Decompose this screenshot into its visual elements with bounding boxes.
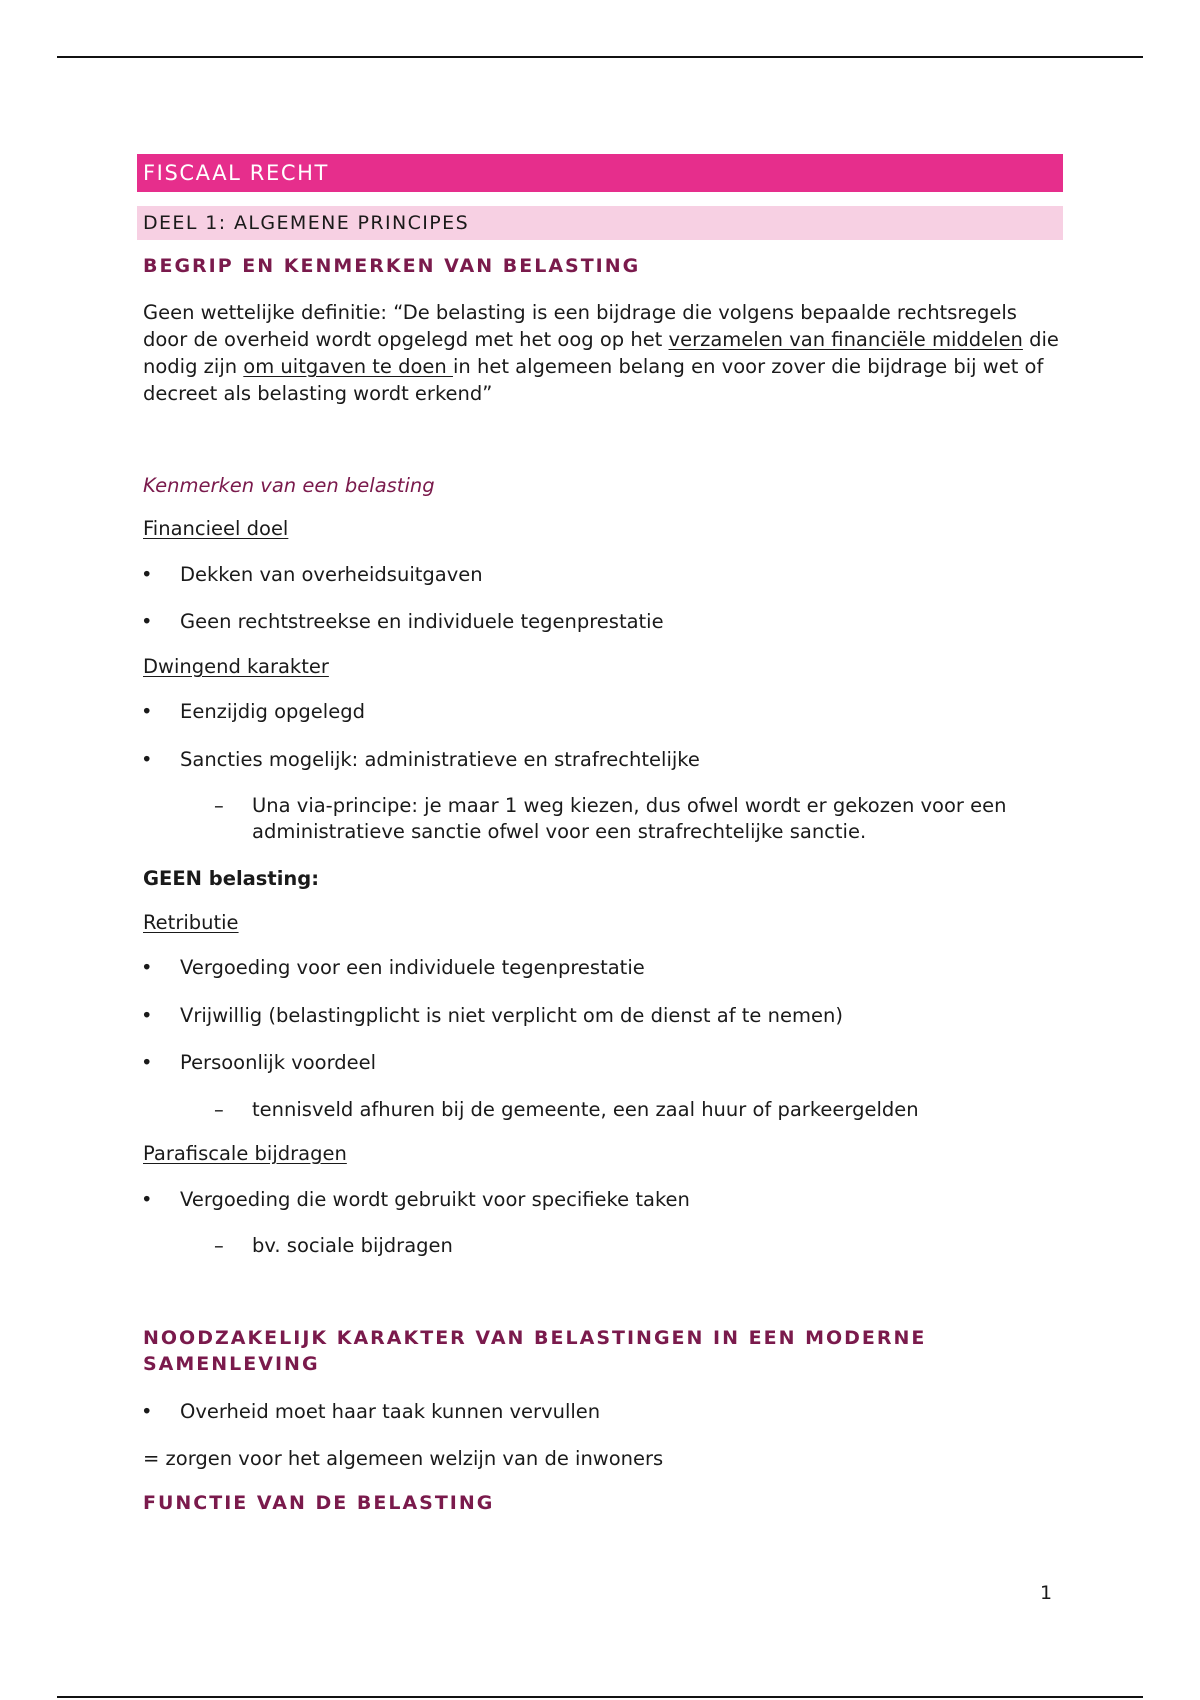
definition-text-1: Geen wettelijke definitie: “De belasting is een bijdrage die volgens bepaalde rechtsregels door de overheid wordt opgelegd met het oog op het	[143, 301, 1017, 351]
bullet-marker: •	[141, 610, 153, 633]
geen-belasting-heading: GEEN belasting:	[143, 867, 320, 890]
sub-list-item: – bv. sociale bijdragen	[214, 1234, 453, 1257]
bullet-marker: •	[141, 563, 153, 586]
bullet-marker: •	[141, 1004, 153, 1027]
bullet-marker: •	[141, 700, 153, 723]
definition-text-3: in het algemeen belang en voor zover die bijdrage bij wet of decreet als belasting wordt erkend”	[143, 355, 1044, 405]
list-item: • Overheid moet haar taak kunnen vervullen	[141, 1400, 601, 1423]
welzijn-note: = zorgen voor het algemeen welzijn van de inwoners	[143, 1447, 664, 1470]
title-banner: FISCAAL RECHT	[137, 154, 1063, 192]
bullet-marker: •	[141, 1188, 153, 1211]
financieel-doel-label: Financieel doel	[143, 517, 289, 540]
page-number: 1	[1040, 1582, 1053, 1604]
kenmerken-heading: Kenmerken van een belasting	[143, 474, 435, 497]
retributie-label: Retributie	[143, 911, 239, 934]
list-item: • Vergoeding voor een individuele tegenprestatie	[141, 956, 645, 979]
section-heading-functie: FUNCTIE VAN DE BELASTING	[143, 1492, 495, 1514]
bullet-marker: •	[141, 748, 153, 771]
sub-list-item: – tennisveld afhuren bij de gemeente, een zaal huur of parkeergelden	[214, 1098, 919, 1121]
document-body	[137, 154, 1063, 1516]
definition-underline-2: om uitgaven te doen	[243, 355, 453, 378]
bullet-marker: •	[141, 1051, 153, 1074]
section-heading-noodzakelijk: NOODZAKELIJK KARAKTER VAN BELASTINGEN IN EEN MODERNE SAMENLEVING	[143, 1327, 927, 1375]
bullet-marker: •	[141, 1400, 153, 1423]
list-item: • Dekken van overheidsuitgaven	[141, 563, 483, 586]
bottom-rule	[57, 1696, 1143, 1698]
list-item: • Sancties mogelijk: administratieve en strafrechtelijke	[141, 748, 700, 771]
part-banner: DEEL 1: ALGEMENE PRINCIPES	[137, 206, 1063, 240]
list-item: • Geen rechtstreekse en individuele tegenprestatie	[141, 610, 664, 633]
list-item: • Persoonlijk voordeel	[141, 1051, 377, 1074]
list-item: • Vergoeding die wordt gebruikt voor specifieke taken	[141, 1188, 690, 1211]
sub-list-item: – Una via-principe: je maar 1 weg kiezen, dus ofwel wordt er gekozen voor een administratieve sanctie ofwel voor een strafrechtelijke sanctie.	[214, 794, 1007, 843]
list-item: • Vrijwillig (belastingplicht is niet verplicht om de dienst af te nemen)	[141, 1004, 843, 1027]
parafiscale-label: Parafiscale bijdragen	[143, 1142, 347, 1165]
dwingend-karakter-label: Dwingend karakter	[143, 655, 329, 678]
dash-marker: –	[214, 1234, 224, 1257]
definition-text-2: die nodig zijn	[143, 328, 1059, 378]
bullet-marker: •	[141, 956, 153, 979]
list-item: • Eenzijdig opgelegd	[141, 700, 365, 723]
definition-underline-1: verzamelen van financiële middelen	[668, 328, 1023, 351]
top-rule	[57, 56, 1143, 58]
definition-paragraph	[137, 299, 1063, 407]
dash-marker: –	[214, 794, 224, 817]
section-heading-begrip: BEGRIP EN KENMERKEN VAN BELASTING	[143, 255, 641, 277]
dash-marker: –	[214, 1098, 224, 1121]
